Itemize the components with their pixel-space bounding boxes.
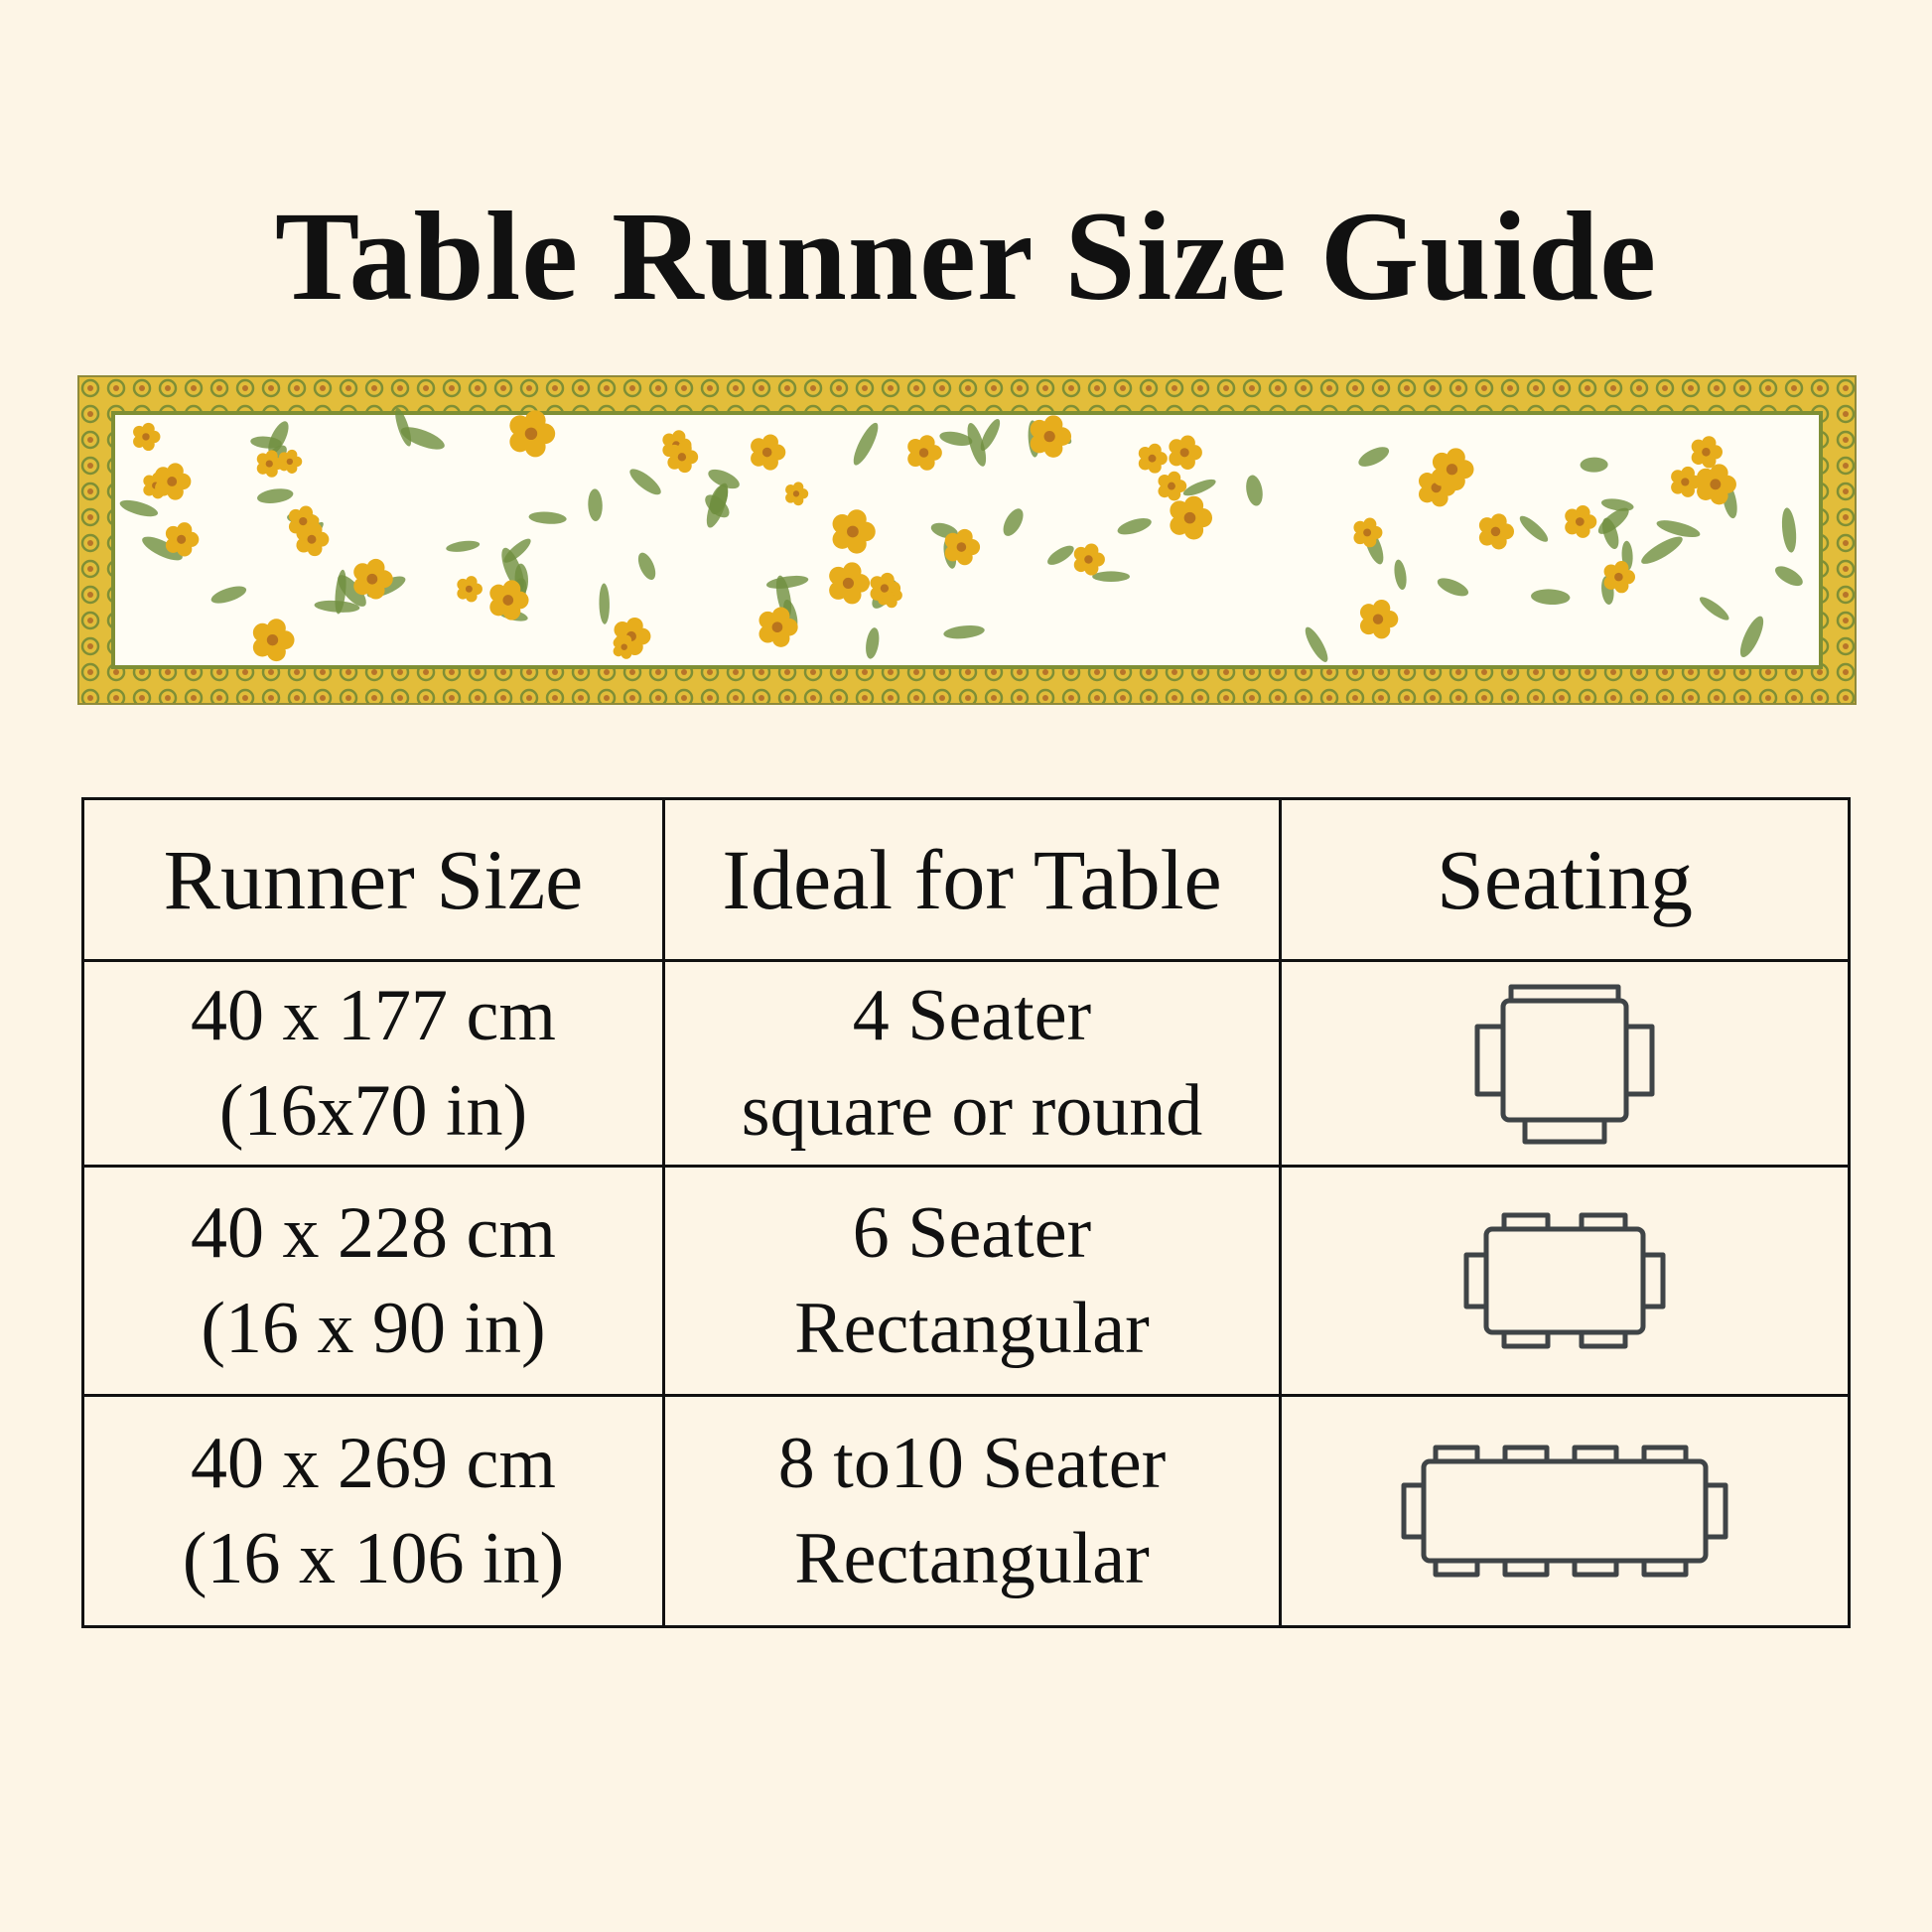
page-title: Table Runner Size Guide [274, 186, 1658, 327]
table-row [83, 1396, 1850, 1627]
size-guide-table [81, 797, 1851, 1628]
size-cm: 40 x 177 cm [191, 975, 556, 1056]
header-seating: Seating [1281, 799, 1850, 961]
table-shape: Rectangular [794, 1518, 1150, 1599]
square-table-4-chairs-icon [1465, 979, 1664, 1148]
runner-size-cell [83, 961, 664, 1167]
table-runner-image [77, 375, 1857, 705]
seater-count: 4 Seater [852, 975, 1092, 1056]
rect-table-10-chairs-icon [1396, 1442, 1733, 1581]
size-in: (16 x 106 in) [182, 1518, 565, 1599]
header-runner-size: Runner Size [83, 799, 664, 961]
table-row [83, 1167, 1850, 1396]
size-in: (16 x 90 in) [201, 1288, 546, 1369]
seating-cell [1281, 1167, 1850, 1396]
floral-runner-pattern [77, 375, 1857, 705]
table-shape: square or round [741, 1070, 1203, 1152]
table-shape: Rectangular [794, 1288, 1150, 1369]
size-cm: 40 x 269 cm [191, 1423, 556, 1504]
rect-table-6-chairs-icon [1460, 1209, 1669, 1353]
table-row [83, 961, 1850, 1167]
table-header-row [83, 799, 1850, 961]
seater-count: 8 to10 Seater [777, 1423, 1167, 1504]
seating-cell [1281, 1396, 1850, 1627]
ideal-table-cell [663, 1167, 1280, 1396]
header-ideal-for-table: Ideal for Table [663, 799, 1280, 961]
runner-size-cell [83, 1396, 664, 1627]
seating-cell [1281, 961, 1850, 1167]
ideal-table-cell [663, 961, 1280, 1167]
size-cm: 40 x 228 cm [191, 1192, 556, 1274]
ideal-table-cell [663, 1396, 1280, 1627]
runner-size-cell [83, 1167, 664, 1396]
seater-count: 6 Seater [852, 1192, 1092, 1274]
size-in: (16x70 in) [218, 1070, 528, 1152]
